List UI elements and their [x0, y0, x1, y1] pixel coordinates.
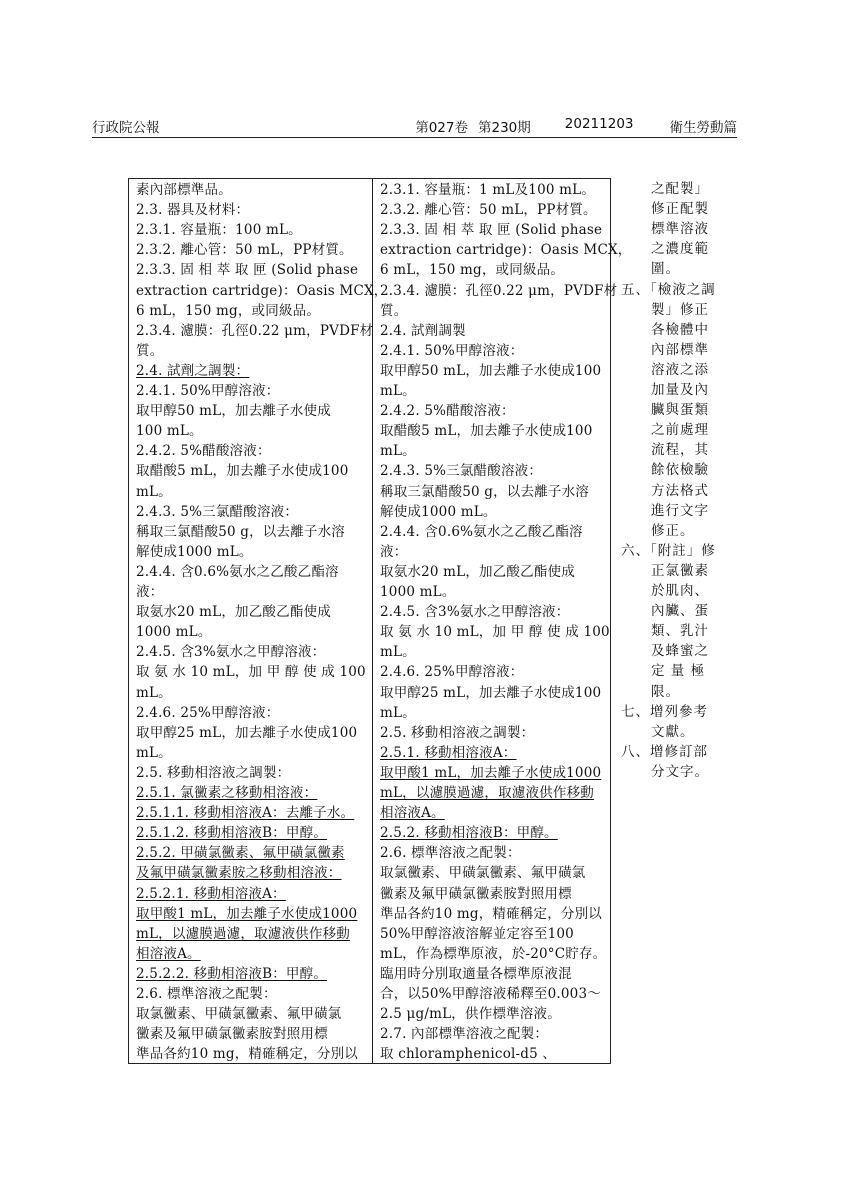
text-line: 修正。	[651, 522, 695, 539]
text-line: 臨用時分別取適量各標準原液混	[380, 965, 572, 982]
text-line: 內部標準	[651, 341, 709, 358]
text-line: 七、增列參考	[621, 703, 708, 720]
text-line: 素內部標準品。	[136, 182, 232, 198]
text-line: 2.4.3. 5%三氯醋酸溶液：	[136, 503, 299, 520]
gazette-title: 行政院公報	[92, 120, 160, 136]
text-line: 50%甲醇溶液溶解並定容至100	[380, 925, 574, 942]
text-line: 質。	[380, 302, 408, 319]
text-line: 2.5.1.1. 移動相溶液A：去離子水。	[136, 805, 355, 822]
text-line: 黴素及氟甲磺氯黴素胺對照用標	[380, 885, 572, 902]
text-line: 液：	[380, 543, 408, 560]
issue-label: 第230期	[478, 120, 531, 136]
text-line: mL。	[380, 443, 416, 460]
text-line: 稱取三氯醋酸50 g，以去離子水溶	[136, 523, 346, 540]
date-label: 20211203	[564, 116, 634, 132]
text-line: 取 氨 水 10 mL，加 甲 醇 使 成 100	[380, 624, 610, 641]
text-line: 限。	[651, 683, 680, 700]
text-line: 各檢體中	[651, 321, 709, 338]
text-line: 標準溶液	[651, 221, 709, 238]
text-line: 六、「附註」修	[621, 542, 716, 559]
text-line: 取醋酸5 mL，加去離子水使成100	[136, 463, 349, 480]
text-line: 2.3.3. 固 相 萃 取 匣 (Solid phase	[380, 222, 603, 239]
text-line: mL。	[380, 383, 416, 399]
text-line: 2.4.2. 5%醋酸溶液：	[380, 403, 515, 420]
text-line: 2.3.4. 濾膜：孔徑0.22 μm，PVDF材	[380, 282, 618, 299]
text-line: 文獻。	[651, 723, 695, 740]
text-line: 2.3.3. 固 相 萃 取 匣 (Solid phase	[136, 262, 359, 279]
text-line: 及蜂蜜之	[651, 643, 709, 660]
text-line: 2.4. 試劑調製	[380, 322, 466, 339]
text-line: 圍。	[651, 261, 680, 278]
text-line: 取氯黴素、甲磺氯黴素、氟甲磺氯	[136, 1006, 342, 1023]
text-line: 2.4. 試劑之調製：	[136, 362, 250, 379]
text-line: mL，作為標準原液，於-20°C貯存。	[380, 945, 607, 962]
text-line: 類、乳汁	[651, 623, 709, 640]
text-line: 準品各約10 mg，精確稱定，分別以	[380, 905, 603, 922]
text-line: 2.5. 移動相溶液之調製：	[380, 724, 535, 741]
text-line: 相溶液A。	[136, 945, 201, 962]
text-line: 加量及內	[651, 382, 709, 398]
text-line: 五、「檢液之調	[621, 281, 716, 298]
issue-info	[415, 116, 737, 136]
text-line: 2.3.2. 離心管：50 mL，PP材質。	[380, 202, 597, 219]
text-line: 取氨水20 mL，加乙酸乙酯使成	[380, 563, 575, 580]
text-line: 2.3. 器具及材料：	[136, 202, 250, 219]
text-line: 合，以50%甲醇溶液稀釋至0.003～	[380, 986, 601, 1002]
text-line: 2.5 μg/mL，供作標準溶液。	[380, 1006, 561, 1023]
text-line: 2.6. 標準溶液之配製：	[380, 845, 521, 862]
text-line: 2.4.3. 5%三氯醋酸溶液：	[380, 463, 543, 480]
text-line: 八、增修訂部	[621, 743, 708, 760]
text-line: 2.4.1. 50%甲醇溶液：	[136, 383, 280, 399]
text-line: 解使成1000 mL。	[380, 503, 497, 520]
text-line: 2.5.2. 移動相溶液B：甲醇。	[380, 825, 558, 842]
comparison-table	[128, 178, 632, 1064]
text-line: 準品各約10 mg，精確稱定，分別以	[136, 1046, 359, 1063]
text-line: 餘依檢驗	[651, 462, 709, 479]
text-line: 取甲酸1 mL，加去離子水使成1000	[380, 764, 602, 781]
text-line: 質。	[136, 342, 164, 359]
text-line: 解使成1000 mL。	[136, 543, 253, 560]
text-line: 之配製」	[651, 181, 709, 197]
text-line: 之濃度範	[651, 241, 709, 258]
text-line: 2.5.1. 氯黴素之移動相溶液：	[136, 785, 318, 801]
text-line: 黴素及氟甲磺氯黴素胺對照用標	[136, 1026, 328, 1043]
text-line: 2.4.5. 含3%氨水之甲醇溶液：	[136, 644, 326, 661]
text-line: 定 量 極	[651, 663, 706, 680]
text-line: 取甲醇50 mL，加去離子水使成100	[380, 362, 602, 379]
text-line: extraction cartridge)：Oasis MCX，	[136, 282, 388, 299]
text-line: 2.4.1. 50%甲醇溶液：	[380, 342, 524, 359]
current-text-column	[373, 179, 632, 1063]
text-line: mL。	[380, 644, 416, 661]
explanation-column	[611, 178, 741, 1064]
text-line: 2.3.2. 離心管：50 mL，PP材質。	[136, 242, 353, 259]
text-line: 2.4.4. 含0.6%氨水之乙酸乙酯溶	[136, 563, 339, 580]
text-line: mL。	[136, 744, 172, 761]
text-line: 2.4.6. 25%甲醇溶液：	[136, 704, 280, 721]
text-line: 2.3.1. 容量瓶：100 mL。	[136, 222, 302, 239]
section-label: 衛生勞動篇	[669, 120, 737, 136]
text-line: 取 氨 水 10 mL，加 甲 醇 使 成 100	[136, 664, 366, 681]
page-header	[92, 116, 737, 136]
text-line: 臟與蛋類	[651, 402, 709, 419]
text-line: 2.6. 標準溶液之配製：	[136, 986, 277, 1002]
text-line: 分文字。	[651, 763, 709, 780]
text-line: mL。	[136, 483, 172, 500]
header-rule	[92, 137, 737, 138]
text-line: extraction cartridge)：Oasis MCX，	[380, 242, 632, 259]
text-line: 2.4.2. 5%醋酸溶液：	[136, 443, 271, 460]
text-line: 溶液之添	[651, 361, 709, 378]
text-line: mL，以濾膜過濾，取濾液供作移動	[136, 925, 350, 942]
text-line: 之前處理	[651, 422, 709, 439]
text-line: 正氯黴素	[651, 562, 709, 579]
text-line: 取甲醇25 mL，加去離子水使成100	[380, 684, 602, 701]
text-line: 2.5. 移動相溶液之調製：	[136, 764, 291, 781]
text-line: 2.5.2.2. 移動相溶液B：甲醇。	[136, 965, 328, 982]
volume-label: 第027卷	[415, 120, 468, 136]
text-line: mL，以濾膜過濾，取濾液供作移動	[380, 785, 594, 801]
text-line: 1000 mL。	[380, 584, 456, 600]
text-line: 100 mL。	[136, 423, 203, 440]
text-line: 流程，其	[651, 442, 709, 459]
text-line: 6 mL，150 mg，或同級品。	[380, 262, 565, 279]
text-line: 液：	[136, 584, 164, 600]
text-line: 相溶液A。	[380, 805, 445, 822]
text-line: mL。	[380, 704, 416, 721]
text-line: mL。	[136, 684, 172, 701]
text-line: 2.4.4. 含0.6%氨水之乙酸乙酯溶	[380, 523, 583, 540]
text-line: 2.5.1.2. 移動相溶液B：甲醇。	[136, 825, 328, 842]
text-line: 2.7. 內部標準溶液之配製：	[380, 1026, 549, 1043]
text-line: 1000 mL。	[136, 624, 212, 641]
text-line: 取甲醇50 mL，加去離子水使成	[136, 403, 331, 420]
amended-text-column	[129, 179, 388, 1063]
text-line: 方法格式	[651, 482, 709, 499]
text-line: 2.5.2. 甲磺氯黴素、氟甲磺氯黴素	[136, 845, 345, 862]
text-line: 6 mL，150 mg，或同級品。	[136, 302, 321, 319]
text-line: 於肌肉、	[651, 583, 709, 599]
text-line: 內臟、蛋	[651, 603, 709, 620]
text-line: 取氯黴素、甲磺氯黴素、氟甲磺氯	[380, 865, 586, 882]
text-line: 取醋酸5 mL，加去離子水使成100	[380, 423, 593, 440]
text-line: 取甲酸1 mL，加去離子水使成1000	[136, 905, 358, 922]
text-line: 進行文字	[651, 502, 709, 519]
text-line: 製」修正	[651, 301, 709, 318]
text-line: 2.4.5. 含3%氨水之甲醇溶液：	[380, 604, 570, 621]
text-line: 2.3.4. 濾膜：孔徑0.22 μm，PVDF材	[136, 322, 374, 339]
text-line: 2.3.1. 容量瓶：1 mL及100 mL。	[380, 182, 596, 198]
text-line: 2.5.2.1. 移動相溶液A：	[136, 885, 286, 902]
text-line: 取甲醇25 mL，加去離子水使成100	[136, 724, 358, 741]
text-line: 修正配製	[651, 201, 709, 218]
text-line: 取 chloramphenicol-d5 、	[380, 1046, 557, 1063]
text-line: 稱取三氯醋酸50 g，以去離子水溶	[380, 483, 590, 500]
text-line: 2.5.1. 移動相溶液A：	[380, 744, 517, 761]
text-line: 及氟甲磺氯黴素胺之移動相溶液：	[136, 865, 342, 882]
text-line: 取氨水20 mL，加乙酸乙酯使成	[136, 604, 331, 621]
text-line: 2.4.6. 25%甲醇溶液：	[380, 664, 524, 681]
